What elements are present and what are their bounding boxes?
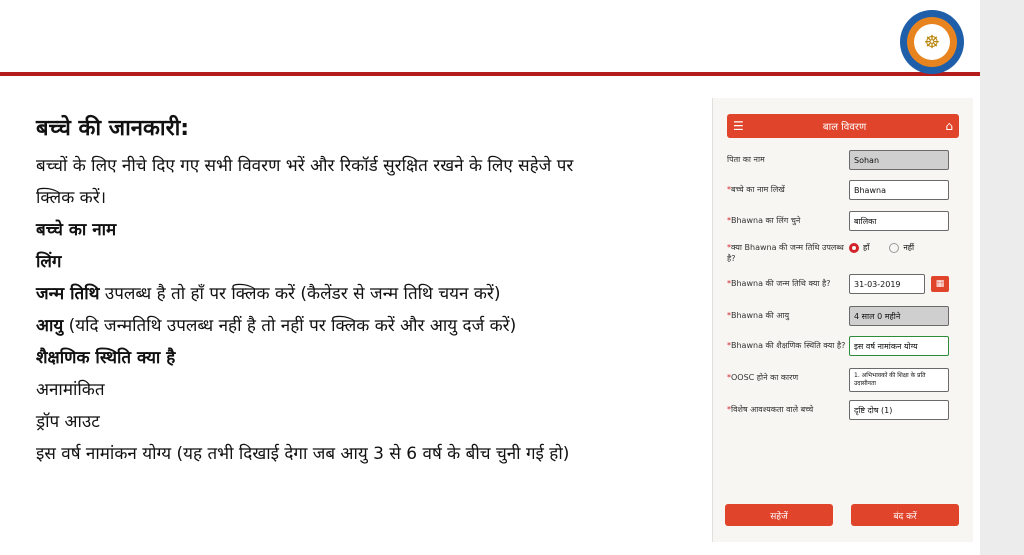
form-row-father bbox=[727, 150, 967, 170]
logo-ring bbox=[907, 17, 957, 67]
dob-label: *Bhawna की जन्म तिथि क्या है? bbox=[727, 279, 831, 288]
field-age-note: (यदि जन्मतिथि उपलब्ध नहीं है तो नहीं पर क्लिक करें और आयु दर्ज करें) bbox=[63, 316, 517, 336]
form-row-special bbox=[727, 400, 967, 420]
oosc-reason-select[interactable]: 1. अभिभावकों की शिक्षा के प्रति उदासीनता bbox=[849, 368, 949, 392]
form-row-oosc bbox=[727, 368, 967, 392]
radio-yes[interactable] bbox=[849, 243, 859, 253]
gender-select[interactable]: बालिका bbox=[849, 211, 949, 231]
dob-control bbox=[849, 274, 949, 294]
save-button[interactable]: सहेजें bbox=[725, 504, 833, 526]
special-needs-label: *विशेष आवश्यकता वाले बच्चे bbox=[727, 405, 814, 414]
field-dob-label: जन्म तिथि bbox=[36, 284, 100, 304]
child-name-field[interactable]: Bhawna bbox=[849, 180, 949, 200]
instructions-block bbox=[36, 112, 676, 470]
special-needs-select[interactable]: दृष्टि दोष (1) bbox=[849, 400, 949, 420]
dob-field[interactable]: 31-03-2019 bbox=[849, 274, 925, 294]
radio-no-label: नहीं bbox=[903, 243, 915, 252]
age-field: 4 साल 0 महीने bbox=[849, 306, 949, 326]
oosc-reason-label: *OOSC होने का कारण bbox=[727, 373, 799, 382]
home-icon[interactable]: ⌂ bbox=[945, 119, 953, 133]
child-name-label: *बच्चे का नाम लिखें bbox=[727, 185, 785, 194]
emblem-icon: ☸ bbox=[914, 24, 950, 60]
close-button[interactable]: बंद करें bbox=[851, 504, 959, 526]
father-name-label: पिता का नाम bbox=[727, 155, 765, 164]
form-row-dob bbox=[727, 274, 967, 294]
edu-option-unenrolled: अनामांकित bbox=[36, 380, 105, 400]
gender-label: *Bhawna का लिंग चुने bbox=[727, 216, 801, 225]
radio-no[interactable] bbox=[889, 243, 899, 253]
radio-yes-label: हाँ bbox=[863, 243, 870, 252]
edu-option-dropout: ड्रॉप आउट bbox=[36, 412, 100, 432]
form-row-gender bbox=[727, 211, 967, 231]
age-label: *Bhawna की आयु bbox=[727, 311, 790, 320]
field-gender: लिंग bbox=[36, 252, 62, 272]
edu-option-eligible: इस वर्ष नामांकन योग्य (यह तभी दिखाई देगा जब आयु 3 से 6 वर्ष के बीच चुनी गई हो) bbox=[36, 444, 570, 464]
field-age bbox=[36, 310, 676, 342]
page-title: बच्चे की जानकारी: bbox=[36, 116, 190, 141]
form-row-child bbox=[727, 180, 967, 200]
form-row-edu bbox=[727, 336, 967, 356]
dob-available-label: *क्या Bhawna की जन्म तिथि उपलब्ध है? bbox=[727, 243, 844, 263]
field-dob-note: उपलब्ध है तो हाँ पर क्लिक करें (कैलेंडर से जन्म तिथि चयन करें) bbox=[99, 284, 501, 304]
app-screenshot bbox=[712, 98, 973, 542]
instruction-line: क्लिक करें। bbox=[36, 188, 107, 208]
samagra-shiksha-logo bbox=[900, 10, 964, 74]
form-row-age bbox=[727, 306, 967, 326]
right-margin-strip bbox=[980, 0, 1024, 555]
app-header bbox=[727, 114, 959, 138]
instruction-line: बच्चों के लिए नीचे दिए गए सभी विवरण भरें और रिकॉर्ड सुरक्षित रखने के लिए सहेजे पर bbox=[36, 156, 574, 176]
dob-available-radio bbox=[849, 238, 914, 253]
header-divider bbox=[0, 72, 980, 76]
form-row-dob-available bbox=[727, 238, 967, 264]
edu-status-select[interactable]: इस वर्ष नामांकन योग्य bbox=[849, 336, 949, 356]
field-age-label: आयु bbox=[36, 316, 64, 336]
field-edu-status: शैक्षणिक स्थिति क्या है bbox=[36, 348, 176, 368]
edu-status-label: *Bhawna की शैक्षणिक स्थिति क्या है? bbox=[727, 341, 846, 350]
menu-icon[interactable]: ☰ bbox=[733, 119, 744, 133]
field-child-name: बच्चे का नाम bbox=[36, 220, 117, 240]
father-name-field: Sohan bbox=[849, 150, 949, 170]
field-dob bbox=[36, 278, 676, 310]
calendar-icon[interactable]: ▦ bbox=[931, 276, 949, 292]
app-title: बाल विवरण bbox=[822, 122, 867, 133]
